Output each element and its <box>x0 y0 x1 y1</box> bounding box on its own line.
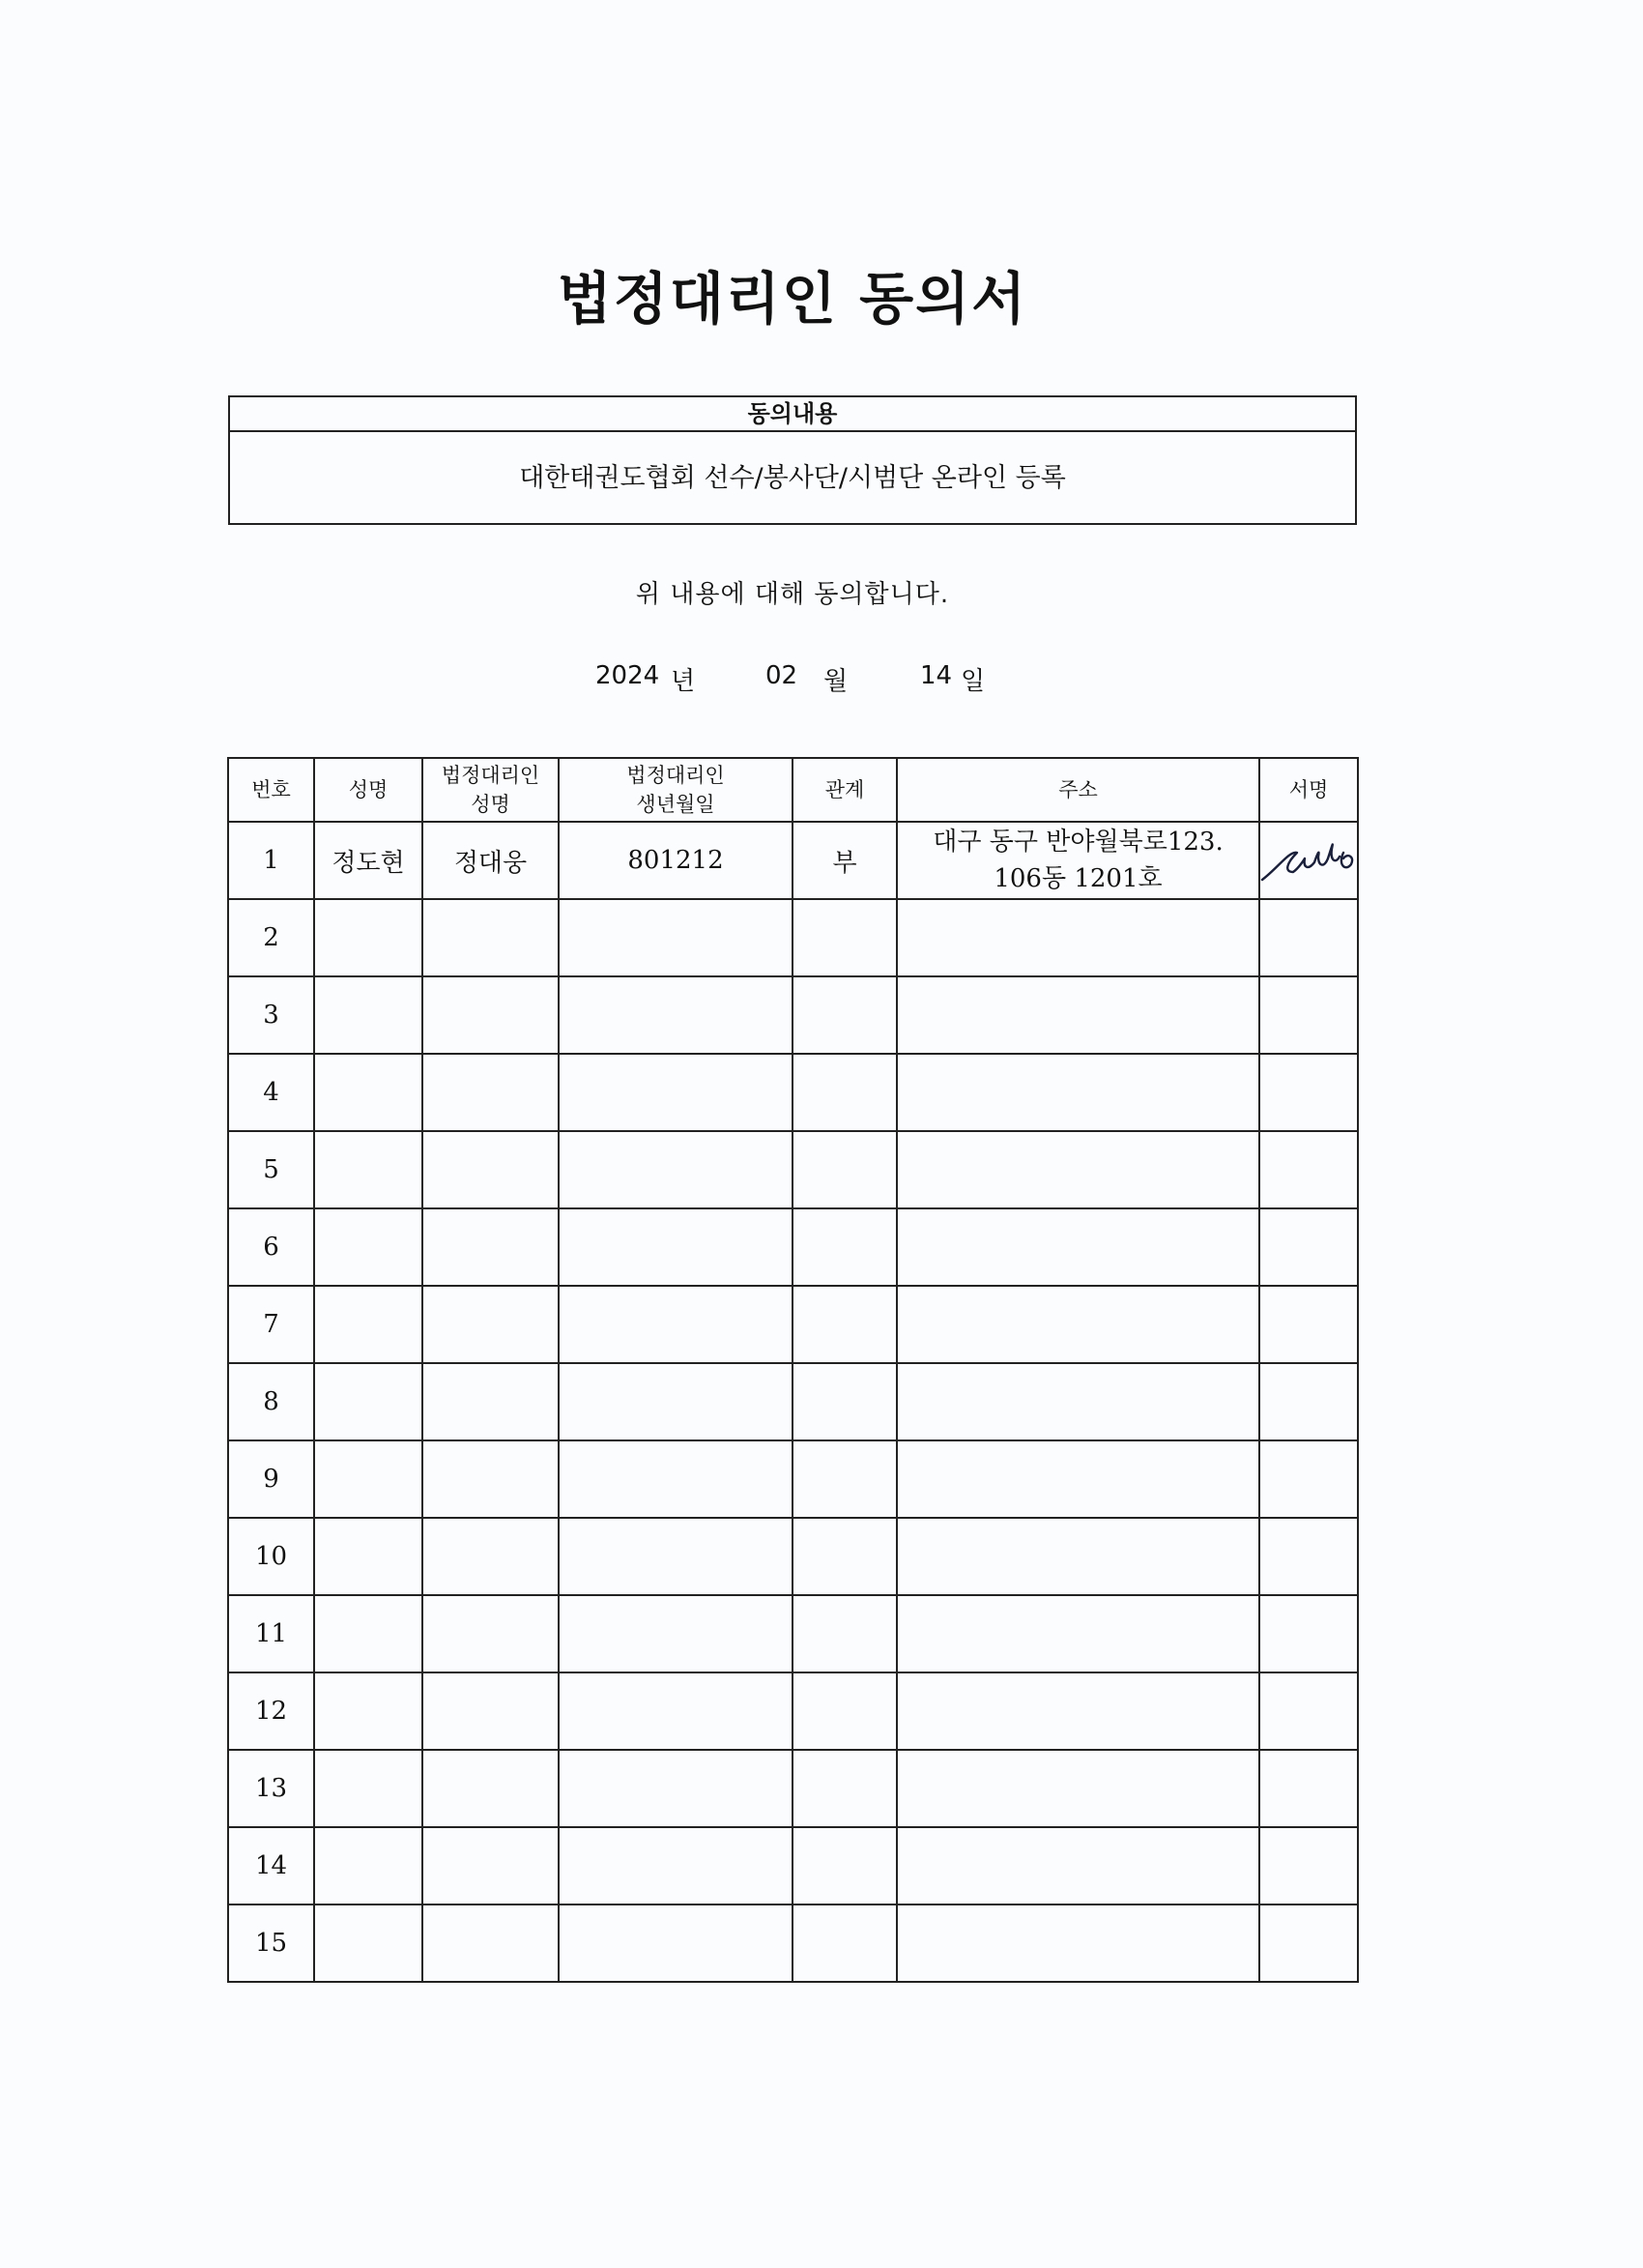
consent-content: 대한태권도협회 선수/봉사단/시범단 온라인 등록 <box>519 463 1066 493</box>
table-row <box>228 1595 1358 1672</box>
date-year: 2024 <box>595 661 660 690</box>
table-header-row <box>228 758 1358 822</box>
cell-no: 6 <box>228 1208 314 1286</box>
cell-no: 13 <box>228 1750 314 1827</box>
table-row <box>228 1905 1358 1982</box>
table-row <box>228 1518 1358 1595</box>
cell-no: 9 <box>228 1440 314 1518</box>
agreement-statement: 위 내용에 대해 동의합니다. <box>635 580 950 609</box>
header-guardian-name <box>422 758 559 822</box>
handwritten-signature <box>1260 829 1357 891</box>
table-row <box>228 1827 1358 1905</box>
header-signature: 서명 <box>1259 758 1358 822</box>
cell-signature <box>1259 822 1358 899</box>
cell-address <box>897 822 1259 899</box>
table-row <box>228 976 1358 1054</box>
cell-guardian-birth: 801212 <box>559 822 793 899</box>
cell-no: 11 <box>228 1595 314 1672</box>
table-row <box>228 1363 1358 1440</box>
header-no: 번호 <box>228 758 314 822</box>
header-relation: 관계 <box>793 758 897 822</box>
cell-no: 7 <box>228 1286 314 1363</box>
guardian-registry-table <box>227 757 1359 1983</box>
table-row <box>228 1672 1358 1750</box>
header-address: 주소 <box>897 758 1259 822</box>
cell-no: 12 <box>228 1672 314 1750</box>
table-row <box>228 899 1358 976</box>
document-title: 법정대리인 동의서 <box>557 266 1028 332</box>
date-month: 02 <box>765 661 798 690</box>
cell-no: 3 <box>228 976 314 1054</box>
cell-no: 8 <box>228 1363 314 1440</box>
header-guardian-birth <box>559 758 793 822</box>
table-row <box>228 822 1358 899</box>
cell-no: 5 <box>228 1131 314 1208</box>
cell-name: 정도현 <box>314 822 422 899</box>
table-row <box>228 1750 1358 1827</box>
cell-no: 1 <box>228 822 314 899</box>
table-row <box>228 1440 1358 1518</box>
header-name: 성명 <box>314 758 422 822</box>
table-row <box>228 1054 1358 1131</box>
consent-box <box>228 395 1357 525</box>
cell-guardian-name: 정대웅 <box>422 822 559 899</box>
cell-no: 14 <box>228 1827 314 1905</box>
cell-no: 15 <box>228 1905 314 1982</box>
cell-relation: 부 <box>793 822 897 899</box>
address-line2: 106동 1201호 <box>994 864 1163 893</box>
address-line1: 대구 동구 반야월북로123. <box>933 828 1224 857</box>
table-row <box>228 1286 1358 1363</box>
cell-no: 2 <box>228 899 314 976</box>
cell-no: 10 <box>228 1518 314 1595</box>
cell-no: 4 <box>228 1054 314 1131</box>
header-guardian-birth-line2: 생년월일 <box>636 793 715 816</box>
date-day: 14 <box>920 661 953 690</box>
table-row <box>228 1131 1358 1208</box>
date-month-unit: 월 <box>823 667 849 696</box>
header-guardian-birth-line1: 법정대리인 <box>626 764 725 787</box>
consent-header: 동의내용 <box>230 397 1355 432</box>
date-day-unit: 일 <box>961 667 986 696</box>
header-guardian-name-line1: 법정대리인 <box>441 764 540 787</box>
date-year-unit: 년 <box>671 667 696 696</box>
header-guardian-name-line2: 성명 <box>471 793 510 816</box>
table-row <box>228 1208 1358 1286</box>
